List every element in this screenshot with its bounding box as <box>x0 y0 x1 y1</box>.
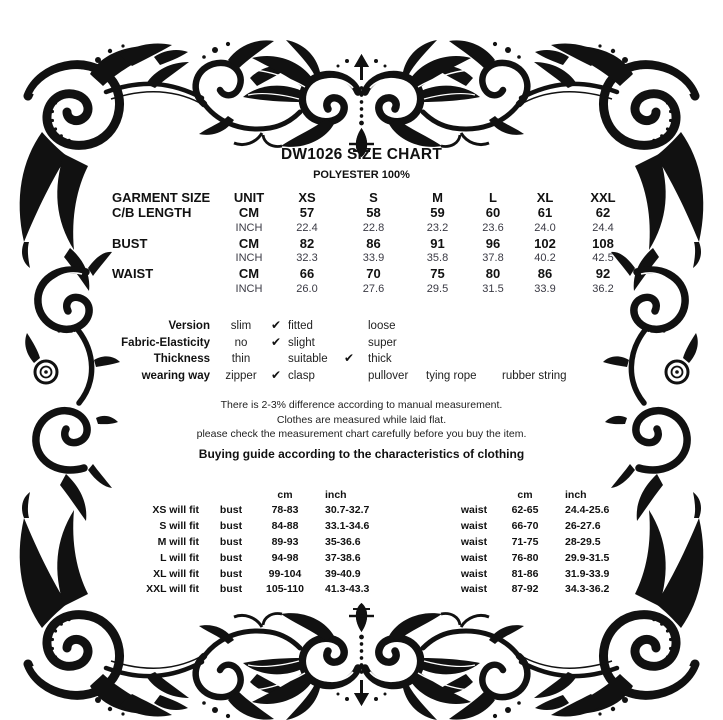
attr-option: pullover <box>368 369 409 382</box>
inch-range: 34.3-36.2 <box>565 583 610 596</box>
guide-row <box>112 567 399 583</box>
cm-range: 105-110 <box>266 583 304 596</box>
inch-range: 35-36.6 <box>325 535 361 548</box>
attr-option: fitted <box>288 320 313 333</box>
value-cell: 27.6 <box>362 282 385 295</box>
buying-guide <box>112 488 634 599</box>
part-label: waist <box>460 583 488 596</box>
inch-range: 41.3-43.3 <box>325 583 370 596</box>
value-cell: 59 <box>430 205 445 221</box>
size-label: XL will fit <box>153 567 199 580</box>
col-l: L <box>489 190 497 205</box>
size-label: XS will fit <box>152 504 199 517</box>
attr-option: slim <box>230 320 252 333</box>
attr-option: loose <box>368 320 396 333</box>
row-label <box>112 282 224 297</box>
value-cell: 36.2 <box>592 282 614 295</box>
row-label: BUST <box>112 235 148 251</box>
value-cell: 29.5 <box>426 282 449 295</box>
table-row <box>112 236 634 251</box>
value-cell: 108 <box>592 235 614 251</box>
part-label: bust <box>219 583 243 596</box>
value-cell: 70 <box>366 266 381 282</box>
unit-cell: CM <box>238 235 260 251</box>
material-label: POLYESTER 100% <box>313 169 410 181</box>
cm-range: 62-65 <box>511 504 539 517</box>
attribute-row-elasticity <box>112 335 634 352</box>
col-xl: XL <box>536 190 554 205</box>
value-cell: 60 <box>485 205 501 221</box>
page-title: DW1026 SIZE CHART <box>280 146 442 163</box>
unit-cell: INCH <box>235 221 263 234</box>
value-cell: 40.2 <box>534 252 556 265</box>
value-cell: 33.9 <box>534 282 556 295</box>
value-cell: 24.0 <box>534 221 556 234</box>
inch-range: 29.9-31.5 <box>565 551 610 564</box>
value-cell: 102 <box>534 235 556 251</box>
value-cell: 96 <box>485 235 501 251</box>
value-cell: 82 <box>299 235 315 251</box>
part-label: bust <box>219 551 243 564</box>
attr-label: Fabric-Elasticity <box>121 336 210 349</box>
part-label: waist <box>460 535 488 548</box>
value-cell: 23.2 <box>426 221 449 234</box>
cm-range: 78-83 <box>271 504 299 517</box>
inch-range: 26-27.6 <box>565 520 601 533</box>
table-row <box>112 266 634 281</box>
value-cell: 58 <box>366 205 381 221</box>
size-label: L will fit <box>160 551 199 564</box>
value-cell: 86 <box>366 235 381 251</box>
cm-range: 76-80 <box>511 551 539 564</box>
guide-row <box>451 582 633 598</box>
guide-row <box>451 535 633 551</box>
attr-option: thick <box>368 353 392 366</box>
cm-range: 94-98 <box>271 551 299 564</box>
unit-cell: INCH <box>235 282 263 295</box>
part-label: waist <box>460 567 488 580</box>
row-label <box>112 221 224 236</box>
value-cell: 57 <box>299 205 315 221</box>
row-label <box>112 251 224 266</box>
col-m: M <box>432 190 443 205</box>
value-cell: 66 <box>299 266 315 282</box>
table-row <box>112 221 634 236</box>
cm-range: 81-86 <box>511 567 539 580</box>
value-cell: 42.5 <box>592 252 614 265</box>
cm-range: 84-88 <box>271 520 299 533</box>
cm-range: 89-93 <box>271 535 299 548</box>
part-label: bust <box>219 567 243 580</box>
part-label: bust <box>219 535 243 548</box>
attribute-row-wearing-way <box>112 368 634 385</box>
inch-range: 28-29.5 <box>565 535 601 548</box>
col-unit: UNIT <box>233 190 265 205</box>
value-cell: 22.4 <box>296 221 318 234</box>
size-label: M will fit <box>157 535 199 548</box>
guide-row <box>451 503 633 519</box>
table-row <box>112 251 634 266</box>
guide-row <box>112 582 399 598</box>
measurement-notes <box>112 398 611 462</box>
attr-option: clasp <box>288 369 315 382</box>
attr-option: zipper <box>225 369 257 382</box>
value-cell: 61 <box>537 205 553 221</box>
size-label: XXL will fit <box>146 583 199 596</box>
value-cell: 24.4 <box>592 221 614 234</box>
col-xs: XS <box>298 190 316 205</box>
size-table-header <box>112 190 634 205</box>
inch-range: 37-38.6 <box>325 551 361 564</box>
attr-option: no <box>234 336 248 349</box>
attribute-row-thickness <box>112 351 634 368</box>
value-cell: 37.8 <box>482 252 504 265</box>
guide-row <box>451 567 633 583</box>
unit-cell: INCH <box>235 252 263 265</box>
inch-range: 30.7-32.7 <box>325 504 370 517</box>
unit-cell: CM <box>238 205 260 221</box>
cm-range: 71-75 <box>511 535 539 548</box>
bust-guide-table <box>112 488 399 599</box>
value-cell: 62 <box>595 205 611 221</box>
waist-guide-table <box>451 488 633 599</box>
attr-option: thin <box>231 353 251 366</box>
col-inch: inch <box>565 488 587 501</box>
note-line: There is 2-3% difference according to manual measurement. <box>220 399 503 412</box>
value-cell: 22.8 <box>362 221 385 234</box>
col-garment-size: GARMENT SIZE <box>112 190 211 205</box>
attr-label: wearing way <box>141 369 210 382</box>
attr-option: super <box>368 336 397 349</box>
value-cell: 91 <box>430 235 445 251</box>
value-cell: 26.0 <box>296 282 318 295</box>
size-label: S will fit <box>159 520 199 533</box>
table-row <box>112 205 634 220</box>
attr-option: tying rope <box>426 369 477 382</box>
guide-row <box>451 519 633 535</box>
row-label: C/B LENGTH <box>112 205 192 221</box>
attribute-section <box>112 318 634 384</box>
attr-label: Thickness <box>153 353 210 366</box>
unit-cell: CM <box>238 266 260 282</box>
guide-row <box>112 519 399 535</box>
check-icon: ✔ <box>270 334 282 349</box>
value-cell: 75 <box>430 266 445 282</box>
guide-row <box>112 535 399 551</box>
inch-range: 33.1-34.6 <box>325 520 370 533</box>
value-cell: 35.8 <box>426 252 449 265</box>
attr-label: Version <box>168 320 210 333</box>
guide-row <box>112 551 399 567</box>
col-inch: inch <box>325 488 347 501</box>
value-cell: 33.9 <box>362 252 385 265</box>
value-cell: 92 <box>595 266 611 282</box>
part-label: waist <box>460 520 488 533</box>
inch-range: 24.4-25.6 <box>565 504 610 517</box>
attribute-row-version <box>112 318 634 335</box>
guide-header-row <box>451 488 633 504</box>
cm-range: 99-104 <box>268 567 302 580</box>
size-table <box>112 190 634 297</box>
buying-guide-title: Buying guide according to the characteristics of clothing <box>198 446 525 461</box>
value-cell: 80 <box>485 266 501 282</box>
part-label: bust <box>219 504 243 517</box>
attr-option: suitable <box>288 353 328 366</box>
guide-header-row <box>112 488 399 504</box>
value-cell: 23.6 <box>482 221 504 234</box>
chart-content <box>112 146 634 598</box>
col-s: S <box>369 190 378 205</box>
check-icon: ✔ <box>344 351 355 366</box>
col-xxl: XXL <box>590 190 616 205</box>
inch-range: 31.9-33.9 <box>565 567 610 580</box>
part-label: waist <box>460 504 488 517</box>
guide-row <box>112 503 399 519</box>
col-cm: cm <box>277 488 293 501</box>
guide-row <box>451 551 633 567</box>
col-cm: cm <box>517 488 533 501</box>
note-line: Clothes are measured while laid flat. <box>276 413 447 426</box>
value-cell: 32.3 <box>296 252 318 265</box>
row-label: WAIST <box>112 266 154 282</box>
note-line: please check the measurement chart carefully before you buy the item. <box>196 428 527 441</box>
check-icon: ✔ <box>270 367 282 382</box>
value-cell: 31.5 <box>482 282 504 295</box>
attr-option: rubber string <box>502 369 567 382</box>
cm-range: 66-70 <box>511 520 539 533</box>
part-label: waist <box>460 551 488 564</box>
check-icon: ✔ <box>270 318 282 333</box>
table-row <box>112 282 634 297</box>
value-cell: 86 <box>537 266 553 282</box>
part-label: bust <box>219 520 243 533</box>
attr-option: slight <box>288 336 315 349</box>
inch-range: 39-40.9 <box>325 567 361 580</box>
cm-range: 87-92 <box>511 583 539 596</box>
